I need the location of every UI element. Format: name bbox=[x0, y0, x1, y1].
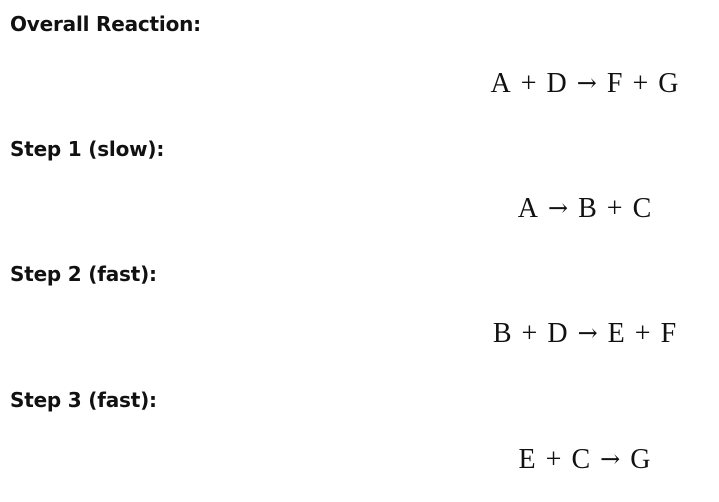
species-g: G bbox=[630, 444, 651, 475]
species-e: E bbox=[518, 444, 536, 475]
reaction-arrow-icon: → bbox=[577, 319, 598, 347]
plus-sign: + bbox=[634, 318, 651, 349]
species-e: E bbox=[607, 318, 625, 349]
species-c: C bbox=[632, 193, 652, 224]
plus-sign: + bbox=[520, 68, 537, 99]
step-2-equation bbox=[0, 317, 719, 351]
overall-reaction-heading: Overall Reaction: bbox=[10, 12, 201, 36]
plus-sign: + bbox=[545, 444, 562, 475]
species-f: F bbox=[660, 318, 677, 349]
step-3-heading: Step 3 (fast): bbox=[10, 388, 157, 412]
species-f: F bbox=[606, 68, 623, 99]
species-a: A bbox=[517, 193, 538, 224]
species-b: B bbox=[578, 193, 597, 224]
step-1-equation bbox=[0, 192, 719, 226]
reaction-arrow-icon: → bbox=[600, 445, 621, 473]
step-3-section bbox=[0, 376, 719, 502]
overall-reaction-section bbox=[0, 0, 719, 126]
step-1-heading: Step 1 (slow): bbox=[10, 137, 165, 161]
species-a: A bbox=[490, 68, 511, 99]
step-3-equation bbox=[0, 443, 719, 477]
reaction-arrow-icon: → bbox=[547, 194, 569, 222]
plus-sign: + bbox=[521, 318, 538, 349]
plus-sign: + bbox=[606, 193, 623, 224]
species-d: D bbox=[546, 68, 567, 99]
species-b: B bbox=[492, 318, 512, 349]
step-2-heading: Step 2 (fast): bbox=[10, 262, 157, 286]
reaction-arrow-icon: → bbox=[576, 69, 597, 97]
plus-sign: + bbox=[632, 68, 649, 99]
step-2-section bbox=[0, 250, 719, 376]
step-1-section bbox=[0, 125, 719, 251]
overall-reaction-equation bbox=[0, 67, 719, 101]
species-c: C bbox=[571, 444, 591, 475]
species-g: G bbox=[658, 68, 679, 99]
species-d: D bbox=[547, 318, 568, 349]
